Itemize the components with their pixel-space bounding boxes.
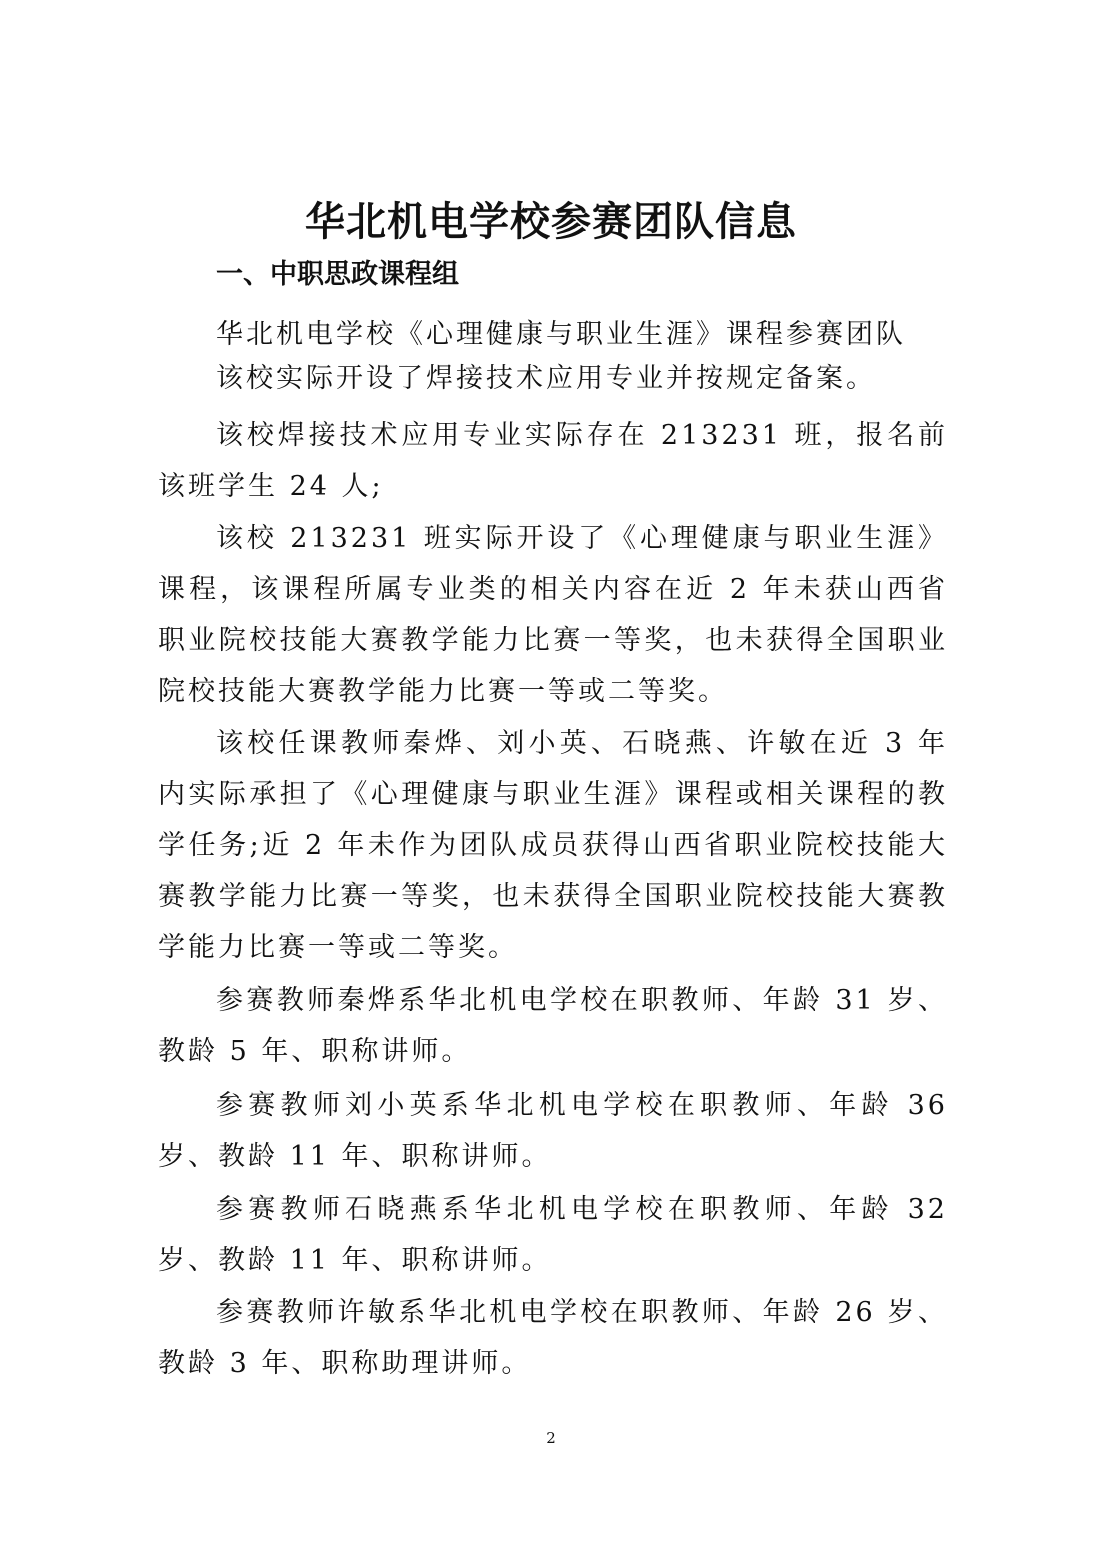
page-number: 2 bbox=[546, 1429, 556, 1447]
team-name-paragraph: 华北机电学校《心理健康与职业生涯》课程参赛团队 bbox=[216, 319, 906, 350]
section-heading: 一、中职思政课程组 bbox=[216, 259, 459, 290]
teacher-shi-xiaoyan-paragraph: 参赛教师石晓燕系华北机电学校在职教师、年龄 32 岁、教龄 11 年、职称讲师。 bbox=[158, 1194, 948, 1276]
teacher-liu-xiaoying-paragraph: 参赛教师刘小英系华北机电学校在职教师、年龄 36 岁、教龄 11 年、职称讲师。 bbox=[158, 1090, 948, 1172]
class-students-paragraph: 该校焊接技术应用专业实际存在 213231 班，报名前该班学生 24 人; bbox=[158, 420, 948, 502]
teacher-xu-min-paragraph: 参赛教师许敏系华北机电学校在职教师、年龄 26 岁、教龄 3 年、职称助理讲师。 bbox=[158, 1297, 948, 1379]
major-filing-paragraph: 该校实际开设了焊接技术应用专业并按规定备案。 bbox=[216, 363, 876, 394]
course-awards-paragraph: 该校 213231 班实际开设了《心理健康与职业生涯》课程，该课程所属专业类的相关内容在近 2 年未获山西省职业院校技能大赛教学能力比赛一等奖，也未获得全国职业院校技能大赛教学能力比赛一等或二等奖。 bbox=[158, 523, 948, 707]
teacher-qin-ye-paragraph: 参赛教师秦烨系华北机电学校在职教师、年龄 31 岁、教龄 5 年、职称讲师。 bbox=[158, 985, 948, 1067]
teachers-tasks-paragraph: 该校任课教师秦烨、刘小英、石晓燕、许敏在近 3 年内实际承担了《心理健康与职业生涯》课程或相关课程的教学任务;近 2 年未作为团队成员获得山西省职业院校技能大赛教学能力比赛一等奖，也未获得全国职业院校技能大赛教学能力比赛一等或二等奖。 bbox=[158, 728, 948, 963]
document-title: 华北机电学校参赛团队信息 bbox=[305, 199, 797, 245]
